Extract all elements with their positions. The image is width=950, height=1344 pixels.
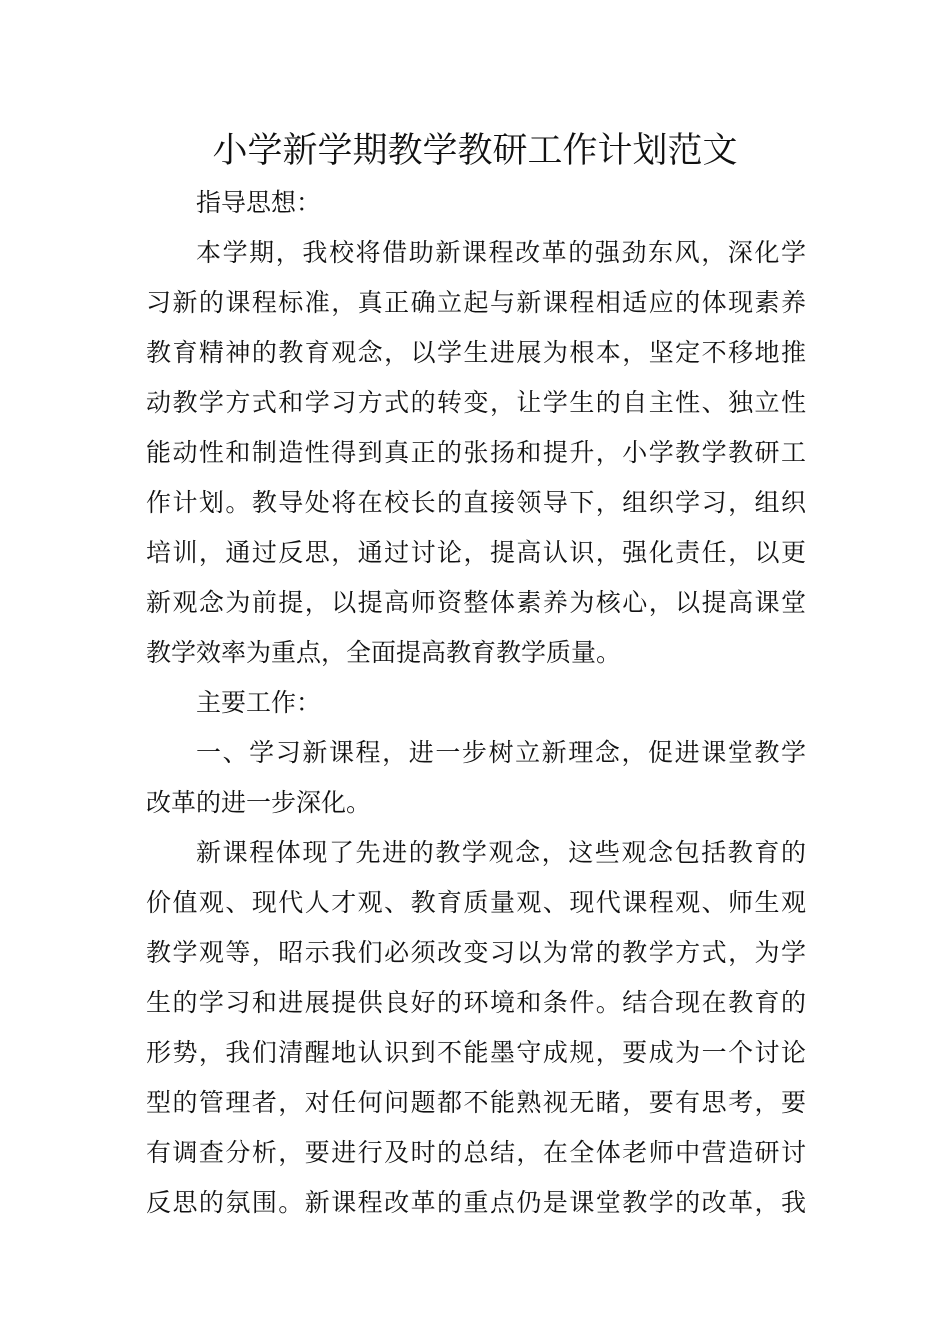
paragraph-line: 价值观、现代人才观、教育质量观、现代课程观、师生观: [146, 888, 806, 917]
paragraph-line: 型的管理者，对任何问题都不能熟视无睹，要有思考，要: [146, 1088, 806, 1117]
paragraph-line: 教育精神的教育观念，以学生进展为根本，坚定不移地推: [146, 338, 806, 367]
section-heading-main-work: 主要工作：: [196, 688, 322, 717]
paragraph-line: 本学期，我校将借助新课程改革的强劲东风，深化学: [196, 238, 806, 267]
paragraph-line: 教学观等，昭示我们必须改变习以为常的教学方式，为学: [146, 938, 806, 967]
paragraph-line: 生的学习和进展提供良好的环境和条件。结合现在教育的: [146, 988, 806, 1017]
section-heading-guiding-thought: 指导思想：: [196, 188, 322, 217]
paragraph-line: 习新的课程标准，真正确立起与新课程相适应的体现素养: [146, 288, 806, 317]
paragraph-line: 新课程体现了先进的教学观念，这些观念包括教育的: [196, 838, 806, 867]
paragraph-line: 形势，我们清醒地认识到不能墨守成规，要成为一个讨论: [146, 1038, 806, 1067]
paragraph-line: 能动性和制造性得到真正的张扬和提升，小学教学教研工: [146, 438, 806, 467]
paragraph-line: 培训，通过反思，通过讨论，提高认识，强化责任，以更: [146, 538, 806, 567]
paragraph-line: 作计划。教导处将在校长的直接领导下，组织学习，组织: [146, 488, 806, 517]
paragraph-line: 动教学方式和学习方式的转变，让学生的自主性、独立性: [146, 388, 806, 417]
numbered-heading-line: 一、学习新课程，进一步树立新理念，促进课堂教学: [196, 738, 806, 767]
document-body: [146, 178, 806, 1228]
paragraph-line: 新观念为前提，以提高师资整体素养为核心，以提高课堂: [146, 588, 806, 617]
document-title: 小学新学期教学教研工作计划范文: [212, 131, 738, 171]
numbered-heading-line: 改革的进一步深化。: [146, 788, 372, 817]
paragraph-line: 教学效率为重点，全面提高教育教学质量。: [146, 638, 622, 667]
paragraph-line: 有调查分析，要进行及时的总结，在全体老师中营造研讨: [146, 1138, 806, 1167]
paragraph-line: 反思的氛围。新课程改革的重点仍是课堂教学的改革，我: [146, 1188, 806, 1217]
